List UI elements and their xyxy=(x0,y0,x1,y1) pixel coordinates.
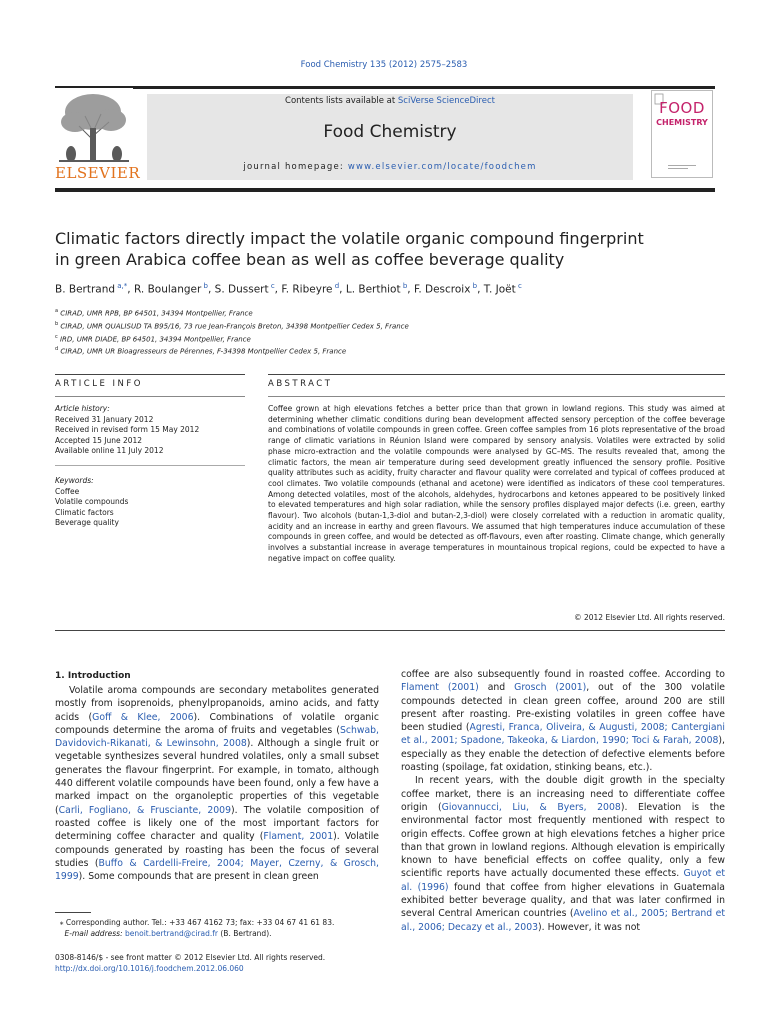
keywords-block xyxy=(55,476,245,529)
author-name: F. Ribeyre xyxy=(281,283,333,296)
reference-link[interactable]: Agresti, Franca, Oliveira, & Augusti, 2008; Cantergiani et al., 2001; Spadone, Takeoka, & Liardon, 1990; Toci & Farah, 2008 xyxy=(401,722,725,747)
email-suffix: (B. Bertrand). xyxy=(220,929,272,938)
history-revised: Received in revised form 15 May 2012 xyxy=(55,425,200,434)
reference-link[interactable]: Avelino et al., 2005; Bertrand et al., 2006; Decazy et al., 2003 xyxy=(401,908,725,933)
journal-homepage xyxy=(147,162,633,172)
article-history xyxy=(55,404,245,457)
reference-link[interactable]: Schwab, Davidovich-Rikanati, & Lewinsohn, 2008 xyxy=(55,724,379,750)
keyword-item: Climatic factors xyxy=(55,507,114,517)
body-text: ). Combinations of volatile organic compounds determine the aroma of fruits and vegetables ( xyxy=(55,711,379,736)
author-separator: , xyxy=(207,283,215,296)
contents-line xyxy=(147,96,633,106)
cover-food-text: FOOD xyxy=(659,99,705,117)
reference-link[interactable]: Carli, Fogliano, & Frusciante, 2009 xyxy=(58,804,231,816)
author-affiliation-marker[interactable]: d xyxy=(332,282,340,290)
author-affiliation-marker[interactable]: b xyxy=(201,282,208,290)
article-info-subrule xyxy=(55,396,245,397)
keyword-item: Beverage quality xyxy=(55,518,119,527)
article-info-heading: ARTICLE INFO xyxy=(55,379,143,389)
footnote-email xyxy=(55,928,379,939)
reference-link[interactable]: Goff & Klee, 2006 xyxy=(92,711,194,723)
homepage-prefix: journal homepage: xyxy=(243,162,348,172)
keyword-item: Coffee xyxy=(55,486,80,496)
footnote-star: ⁎ xyxy=(59,918,64,927)
reference-link[interactable]: Buffo & Cardelli-Freire, 2004; Mayer, Czerny, & Grosch, 1999 xyxy=(55,857,379,883)
footnote-corresponding xyxy=(55,917,379,928)
masthead-top-rule xyxy=(55,86,715,89)
body-text: coffee are also subsequently found in roasted coffee. According to xyxy=(401,669,725,680)
keywords-label: Keywords: xyxy=(55,476,94,485)
affiliation-text: CIRAD, UMR QUALISUD TA B95/16, 73 rue Jean-François Breton, 34398 Montpellier Cedex 5, France xyxy=(58,322,409,331)
author-affiliation-marker[interactable]: b xyxy=(400,282,408,290)
body-text: and xyxy=(478,682,515,694)
affiliation-text: CIRAD, UMR UR Bioagresseurs de Pérennes, F-34398 Montpellier Cedex 5, France xyxy=(58,347,347,356)
affiliation-list xyxy=(55,306,715,357)
author-name: L. Berthiot xyxy=(345,283,401,296)
affiliation-item xyxy=(55,319,715,332)
affiliation-item xyxy=(55,344,715,357)
paper-title-line-1: Climatic factors directly impact the volatile organic compound fingerprint xyxy=(55,229,644,248)
cover-barcode-icon xyxy=(668,165,696,171)
history-label: Article history: xyxy=(55,404,110,413)
author-affiliation-marker[interactable]: c xyxy=(515,282,522,290)
author-name: R. Boulanger xyxy=(133,283,202,296)
front-matter-bottom-rule xyxy=(55,630,725,631)
elsevier-tree-icon xyxy=(55,88,133,164)
keyword-item: Volatile compounds xyxy=(55,497,129,506)
author-separator: , xyxy=(127,283,134,296)
body-column-right xyxy=(401,668,725,934)
affiliation-text: IRD, UMR DIADE, BP 64501, 34394 Montpellier, France xyxy=(57,334,251,343)
reference-link[interactable]: Flament (2001) xyxy=(401,682,479,694)
author-name: T. Joët xyxy=(483,283,516,296)
body-text: ). However, it was not xyxy=(538,921,641,933)
body-text: ), especially as they enable the detection of defective elements before roasting (spoilage, fat oxidation, stinking beans, etc.). xyxy=(401,735,725,774)
history-accepted: Accepted 15 June 2012 xyxy=(55,435,143,445)
author-separator: , xyxy=(407,283,414,296)
cover-chemistry-text: CHEMISTRY xyxy=(656,118,708,127)
history-received: Received 31 January 2012 xyxy=(55,414,154,424)
abstract-subrule xyxy=(268,396,725,397)
body-text: In recent years, with the double digit growth in the specialty coffee market, there is an increasing need to differentiate coffee origin ( xyxy=(401,775,725,813)
author-separator: , xyxy=(339,283,346,296)
affiliation-marker: d xyxy=(55,346,59,353)
elsevier-wordmark: ELSEVIER xyxy=(55,164,141,182)
body-column-left xyxy=(55,684,379,883)
author-separator: , xyxy=(274,283,282,296)
author-separator: , xyxy=(477,283,484,296)
affiliation-marker: b xyxy=(55,320,59,327)
email-label: E-mail address: xyxy=(64,929,123,938)
author-affiliation-marker[interactable]: a,* xyxy=(115,282,128,290)
history-online: Available online 11 July 2012 xyxy=(55,446,164,455)
email-link[interactable]: benoit.bertrand@cirad.fr xyxy=(125,929,218,938)
paper-title-line-2: in green Arabica coffee bean as well as coffee beverage quality xyxy=(55,250,565,269)
intro-paragraph-1 xyxy=(55,684,379,883)
homepage-link[interactable]: www.elsevier.com/locate/foodchem xyxy=(347,162,537,172)
author-affiliation-marker[interactable]: c xyxy=(268,282,275,290)
body-text: ). The volatile composition of roasted coffee is likely one of the most important factors for determining coffee character and quality ( xyxy=(55,804,379,843)
author-list xyxy=(55,282,715,296)
affiliation-item xyxy=(55,306,715,319)
abstract-body: Coffee grown at high elevations fetches a better price than that grown in lowland regions. This study was aimed at determining whether climatic conditions during bean development affected sensory perception of the coffee beverage and combinations of volatile compounds in green coffee. Green coffee samples from 16 plots representative of the broad range of climatic variations in Réunion Island were compared by sensory analysis. Volatiles were extracted by solid phase micro-extraction and the volatile compounds were analysed by GC–MS. The results revealed that, among the climatic factors, the mean air temperature during seed development greatly influenced the sensory profile. Positive quality attributes such as acidity, fruity character and flavour quality were correlated and typical of coffees produced at cool climates. Two volatile compounds (ethanal and acetone) were identified as indicators of these cool temperatures. Among detected volatiles, most of the alcohols, aldehydes, hydrocarbons and ketones appeared to be positively linked to elevated temperatures and high solar radiation, while the sensory profiles displayed major defects (i.e. green, earthy flavour). Two alcohols (butan-1,3-diol and butan-2,3-diol) were closely correlated with a reduction in aromatic quality, acidity and an increase in earthy and green flavours. We assumed that high temperatures induce accumulation of these compounds in green coffee, and would be detected as off-flavours, even after roasting. Climate change, which generally involves a substantial increase in average temperatures in mountainous tropical regions, could be expected to have a negative impact on coffee quality. xyxy=(268,404,725,563)
journal-cover-thumbnail xyxy=(651,90,713,178)
author-name: B. Bertrand xyxy=(55,283,116,296)
author-affiliation-marker[interactable]: b xyxy=(470,282,478,290)
affiliation-item xyxy=(55,332,715,345)
body-text: ). Volatile compounds generated by roasting has been the focus of several studies ( xyxy=(55,831,379,869)
history-divider xyxy=(55,465,245,466)
issn-block xyxy=(55,952,385,974)
issn-line: 0308-8146/$ - see front matter © 2012 Elsevier Ltd. All rights reserved. xyxy=(55,953,326,962)
reference-link[interactable]: Grosch (2001) xyxy=(514,682,587,694)
body-text: ). Some compounds that are present in clean green xyxy=(78,871,319,883)
article-info-rule xyxy=(55,374,245,375)
reference-link[interactable]: Flament, 2001 xyxy=(263,831,334,843)
journal-title: Food Chemistry xyxy=(323,122,457,142)
journal-header-box xyxy=(147,94,633,180)
body-text: found that coffee from higher elevations in Guatemala exhibited better beverage quality, and that was later confirmed in several Central American countries ( xyxy=(401,881,725,920)
intro-paragraph-2 xyxy=(401,774,725,934)
paper-title xyxy=(55,228,715,270)
body-text: , out of the 300 volatile compounds detected in clean green coffee, around 200 are still present after roasting. Pre-existing volatiles in green coffee have been studied ( xyxy=(401,682,726,734)
body-text: ). Elevation is the environmental factor most frequently mentioned with respect to origin effects. Coffee grown at high elevations fetches a higher price than that grown in lowland regions. Although elevation is empirically known to have beneficial effects on coffee quality, only a few scientific reports have actually documented these effects. xyxy=(401,801,725,880)
body-text: Volatile aroma compounds are secondary metabolites generated mostly from isoprenoids, phenylpropanoids, amino acids, and fatty acids ( xyxy=(55,685,379,723)
affiliation-marker: c xyxy=(55,333,58,340)
introduction-heading: 1. Introduction xyxy=(55,671,131,681)
masthead-bottom-rule xyxy=(55,188,715,192)
footnote-contact: Corresponding author. Tel.: +33 467 4162 73; fax: +33 04 67 41 61 83. xyxy=(65,918,335,927)
abstract-copyright: © 2012 Elsevier Ltd. All rights reserved. xyxy=(574,613,725,622)
contents-prefix: Contents lists available at xyxy=(285,96,398,106)
affiliation-text: CIRAD, UMR RPB, BP 64501, 34394 Montpellier, France xyxy=(58,309,253,318)
doi-link[interactable]: http://dx.doi.org/10.1016/j.foodchem.2012.06.060 xyxy=(55,964,244,973)
corresponding-author-footnote xyxy=(55,917,379,939)
abstract-heading: ABSTRACT xyxy=(268,379,333,389)
body-text: ). Although a single fruit or vegetable synthesizes several hundred volatiles, only a small subset generates the flavour fingerprint. For example, in tomato, although 440 different volatile compounds have been found, only a few have a marked impact on the organoleptic properties of this vegetable ( xyxy=(55,738,379,816)
elsevier-logo xyxy=(55,88,141,184)
intro-paragraph-1-continued xyxy=(401,668,725,774)
reference-link[interactable]: Guyot et al. (1996) xyxy=(401,868,725,893)
journal-citation[interactable]: Food Chemistry 135 (2012) 2575–2583 xyxy=(300,60,468,70)
author-name: F. Descroix xyxy=(413,283,471,296)
affiliation-marker: a xyxy=(55,308,59,314)
footnote-rule xyxy=(55,912,91,913)
journal-masthead xyxy=(55,84,715,194)
abstract-rule xyxy=(268,374,725,375)
reference-link[interactable]: Giovannucci, Liu, & Byers, 2008 xyxy=(441,801,621,813)
sciencedirect-link[interactable]: SciVerse ScienceDirect xyxy=(397,96,495,106)
author-name: S. Dussert xyxy=(214,283,269,296)
